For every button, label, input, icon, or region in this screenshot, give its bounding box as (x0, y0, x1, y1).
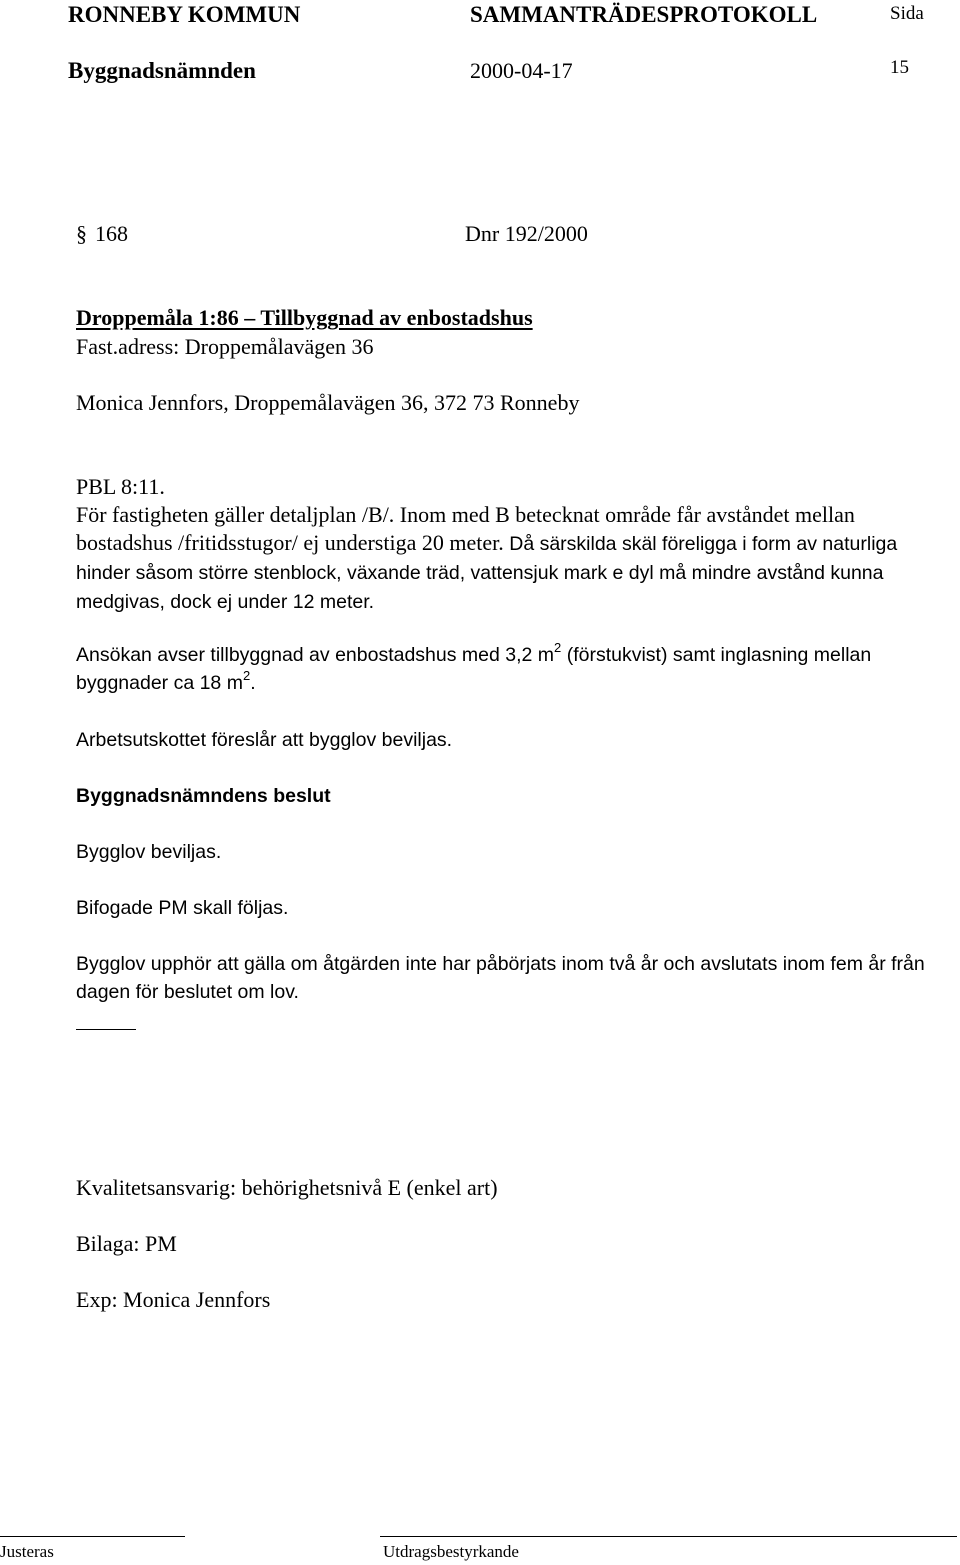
property-address: Fast.adress: Droppemålavägen 36 (76, 334, 374, 359)
footer-rule-right (380, 1536, 957, 1537)
page-number: 15 (890, 57, 909, 78)
page-label: Sida (890, 3, 924, 24)
quality-responsible: Kvalitetsansvarig: behörighetsnivå E (enkel art) (76, 1175, 498, 1200)
decision-heading: Byggnadsnämndens beslut (76, 785, 331, 807)
document-type: SAMMANTRÄDESPROTOKOLL (470, 2, 818, 27)
plan-text-sans: Då särskilda skäl föreligga i form av naturliga hinder såsom större stenblock, växande träd, vattensjuk mark e dyl må mindre avstånd kunna medgivas, dock ej under 12 meter. (76, 533, 898, 613)
application-text-1: Ansökan avser tillbyggnad av enbostadshus med 3,2 m (76, 644, 555, 666)
expedition: Exp: Monica Jennfors (76, 1287, 271, 1312)
attachment: Bilaga: PM (76, 1231, 177, 1256)
plan-text-serif: För fastigheten gäller detaljplan /B/. Inom med B betecknat område får avståndet mellan bostadshus /fritidsstugor/ ej understiga 20 meter. (76, 502, 855, 555)
meeting-date: 2000-04-17 (470, 58, 573, 83)
application-text-3: . (250, 672, 256, 694)
decision-line-3: Bygglov upphör att gälla om åtgärden inte har påbörjats inom två år och avslutats inom fem år från dagen för beslutet om lov. (76, 953, 925, 1003)
plan-paragraph (76, 501, 936, 616)
superscript-squared: 2 (242, 668, 251, 683)
application-paragraph (76, 641, 936, 697)
decision-line-2: Bifogade PM skall följas. (76, 897, 289, 919)
pbl-reference: PBL 8:11. (76, 474, 165, 499)
case-title: Droppemåla 1:86 – Tillbyggnad av enbostadshus (76, 305, 533, 330)
applicant: Monica Jennfors, Droppemålavägen 36, 372 73 Ronneby (76, 390, 580, 415)
committee-name: Byggnadsnämnden (68, 58, 256, 83)
case-dnr: Dnr 192/2000 (465, 221, 588, 246)
application-text-2: (förstukvist) samt inglasning mellan byggnader ca 18 m (76, 644, 872, 694)
decision-line-1: Bygglov beviljas. (76, 841, 222, 863)
committee-proposal: Arbetsutskottet föreslår att bygglov beviljas. (76, 729, 453, 751)
superscript-squared: 2 (554, 640, 562, 655)
footer-rule-left (0, 1536, 185, 1537)
footer-utdragsbestyrkande: Utdragsbestyrkande (383, 1542, 519, 1561)
paragraph-sign: § (76, 221, 87, 246)
footer-justeras: Justeras (0, 1542, 54, 1561)
organization-name: RONNEBY KOMMUN (68, 2, 301, 27)
section-end-rule (76, 1029, 136, 1030)
paragraph-number: 168 (95, 221, 128, 246)
